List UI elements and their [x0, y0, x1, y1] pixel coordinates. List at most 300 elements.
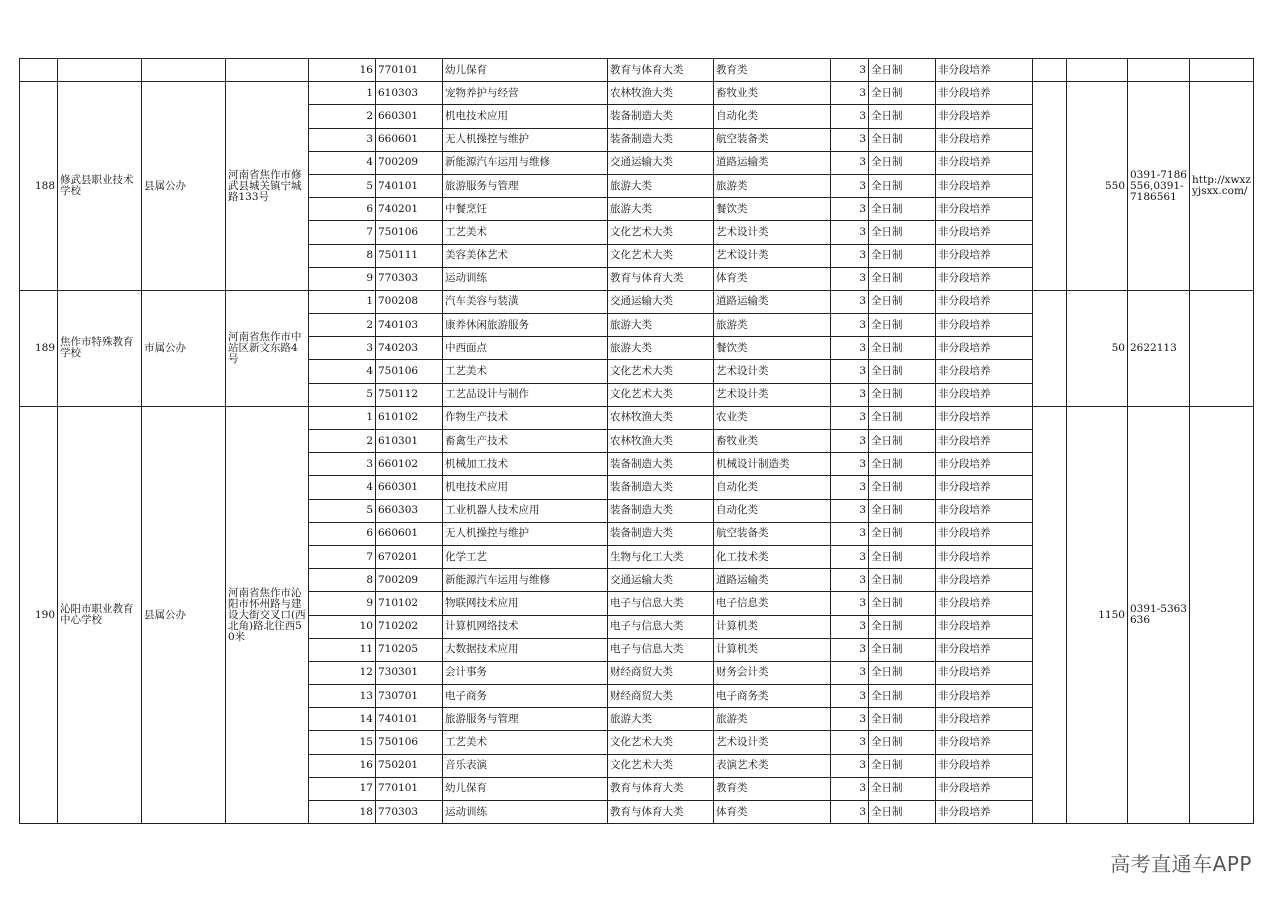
major-code: 740203 — [376, 337, 443, 360]
enrollment-count — [1067, 59, 1128, 82]
training-type: 非分段培养 — [936, 314, 1033, 337]
enrollment-count: 1150 — [1067, 406, 1128, 823]
major-subcategory: 餐饮类 — [714, 198, 831, 221]
major-subcategory: 自动化类 — [714, 476, 831, 499]
major-subcategory: 化工技术类 — [714, 545, 831, 568]
spacer-cell — [1033, 82, 1067, 291]
major-category: 生物与化工大类 — [608, 545, 714, 568]
training-type: 非分段培养 — [936, 59, 1033, 82]
school-address: 河南省焦作市沁阳市怀州路与建设大街交叉口(西北角)路北往西50米 — [226, 406, 309, 823]
major-name: 物联网技术应用 — [443, 592, 608, 615]
major-category: 财经商贸大类 — [608, 661, 714, 684]
major-code: 750111 — [376, 244, 443, 267]
study-mode: 全日制 — [869, 754, 936, 777]
major-seq: 12 — [309, 661, 376, 684]
major-seq: 17 — [309, 777, 376, 800]
major-seq: 18 — [309, 801, 376, 824]
school-id — [20, 59, 58, 82]
major-code: 740101 — [376, 174, 443, 197]
school-name: 焦作市特殊教育学校 — [58, 290, 142, 406]
major-subcategory: 教育类 — [714, 777, 831, 800]
major-seq: 5 — [309, 499, 376, 522]
school-name: 修武县职业技术学校 — [58, 82, 142, 291]
study-years: 3 — [831, 105, 869, 128]
major-code: 610102 — [376, 406, 443, 429]
school-type — [142, 59, 226, 82]
training-type: 非分段培养 — [936, 290, 1033, 313]
major-subcategory: 自动化类 — [714, 105, 831, 128]
contact-phone — [1128, 59, 1190, 82]
major-seq: 5 — [309, 383, 376, 406]
training-type: 非分段培养 — [936, 685, 1033, 708]
major-seq: 16 — [309, 59, 376, 82]
major-code: 670201 — [376, 545, 443, 568]
major-category: 装备制造大类 — [608, 105, 714, 128]
major-name: 计算机网络技术 — [443, 615, 608, 638]
study-mode: 全日制 — [869, 430, 936, 453]
training-type: 非分段培养 — [936, 198, 1033, 221]
school-address: 河南省焦作市中站区新文东路4号 — [226, 290, 309, 406]
study-mode: 全日制 — [869, 499, 936, 522]
school-name: 沁阳市职业教育中心学校 — [58, 406, 142, 823]
major-code: 710202 — [376, 615, 443, 638]
major-code: 710102 — [376, 592, 443, 615]
major-name: 机电技术应用 — [443, 476, 608, 499]
study-years: 3 — [831, 592, 869, 615]
major-seq: 1 — [309, 290, 376, 313]
major-subcategory: 餐饮类 — [714, 337, 831, 360]
study-mode: 全日制 — [869, 801, 936, 824]
major-name: 工业机器人技术应用 — [443, 499, 608, 522]
study-years: 3 — [831, 476, 869, 499]
major-seq: 4 — [309, 360, 376, 383]
major-subcategory: 计算机类 — [714, 638, 831, 661]
major-category: 装备制造大类 — [608, 522, 714, 545]
major-seq: 9 — [309, 592, 376, 615]
major-subcategory: 计算机类 — [714, 615, 831, 638]
study-years: 3 — [831, 453, 869, 476]
major-subcategory: 机械设计制造类 — [714, 453, 831, 476]
major-seq: 10 — [309, 615, 376, 638]
enrollment-count: 50 — [1067, 290, 1128, 406]
major-seq: 11 — [309, 638, 376, 661]
major-name: 音乐表演 — [443, 754, 608, 777]
study-years: 3 — [831, 406, 869, 429]
major-code: 770101 — [376, 777, 443, 800]
study-mode: 全日制 — [869, 569, 936, 592]
major-category: 电子与信息大类 — [608, 615, 714, 638]
major-category: 财经商贸大类 — [608, 685, 714, 708]
major-subcategory: 道路运输类 — [714, 151, 831, 174]
major-subcategory: 艺术设计类 — [714, 221, 831, 244]
study-years: 3 — [831, 569, 869, 592]
study-years: 3 — [831, 337, 869, 360]
training-type: 非分段培养 — [936, 522, 1033, 545]
school-id: 188 — [20, 82, 58, 291]
school-id: 189 — [20, 290, 58, 406]
study-years: 3 — [831, 198, 869, 221]
major-name: 机电技术应用 — [443, 105, 608, 128]
major-code: 750201 — [376, 754, 443, 777]
study-mode: 全日制 — [869, 267, 936, 290]
major-category: 装备制造大类 — [608, 476, 714, 499]
major-name: 工艺品设计与制作 — [443, 383, 608, 406]
major-category: 装备制造大类 — [608, 499, 714, 522]
major-category: 旅游大类 — [608, 708, 714, 731]
study-mode: 全日制 — [869, 337, 936, 360]
study-mode: 全日制 — [869, 685, 936, 708]
major-name: 化学工艺 — [443, 545, 608, 568]
major-category: 农林牧渔大类 — [608, 82, 714, 105]
major-category: 旅游大类 — [608, 314, 714, 337]
major-category: 电子与信息大类 — [608, 638, 714, 661]
major-subcategory: 表演艺术类 — [714, 754, 831, 777]
study-years: 3 — [831, 801, 869, 824]
major-category: 农林牧渔大类 — [608, 406, 714, 429]
study-mode: 全日制 — [869, 731, 936, 754]
school-address: 河南省焦作市修武县城关镇宁城路133号 — [226, 82, 309, 291]
major-code: 770303 — [376, 801, 443, 824]
major-subcategory: 航空装备类 — [714, 522, 831, 545]
school-website: http://xwxzyjsxx.com/ — [1190, 82, 1254, 291]
major-name: 机械加工技术 — [443, 453, 608, 476]
major-category: 文化艺术大类 — [608, 731, 714, 754]
study-years: 3 — [831, 267, 869, 290]
school-type: 市属公办 — [142, 290, 226, 406]
major-code: 700209 — [376, 569, 443, 592]
table-row — [20, 290, 1254, 313]
study-mode: 全日制 — [869, 638, 936, 661]
major-subcategory: 电子商务类 — [714, 685, 831, 708]
major-subcategory: 艺术设计类 — [714, 360, 831, 383]
table-row — [20, 59, 1254, 82]
study-years: 3 — [831, 777, 869, 800]
training-type: 非分段培养 — [936, 545, 1033, 568]
training-type: 非分段培养 — [936, 569, 1033, 592]
study-years: 3 — [831, 638, 869, 661]
study-mode: 全日制 — [869, 221, 936, 244]
major-category: 电子与信息大类 — [608, 592, 714, 615]
major-code: 660301 — [376, 105, 443, 128]
training-type: 非分段培养 — [936, 244, 1033, 267]
major-subcategory: 自动化类 — [714, 499, 831, 522]
training-type: 非分段培养 — [936, 360, 1033, 383]
major-code: 700208 — [376, 290, 443, 313]
school-type: 县属公办 — [142, 406, 226, 823]
major-code: 730301 — [376, 661, 443, 684]
major-subcategory: 体育类 — [714, 267, 831, 290]
study-mode: 全日制 — [869, 545, 936, 568]
major-seq: 6 — [309, 198, 376, 221]
school-website — [1190, 59, 1254, 82]
major-seq: 2 — [309, 314, 376, 337]
major-name: 幼儿保育 — [443, 59, 608, 82]
enrollment-table — [19, 58, 1254, 824]
study-years: 3 — [831, 708, 869, 731]
school-id: 190 — [20, 406, 58, 823]
major-subcategory: 旅游类 — [714, 708, 831, 731]
study-mode: 全日制 — [869, 615, 936, 638]
study-mode: 全日制 — [869, 59, 936, 82]
major-seq: 6 — [309, 522, 376, 545]
training-type: 非分段培养 — [936, 337, 1033, 360]
major-subcategory: 农业类 — [714, 406, 831, 429]
training-type: 非分段培养 — [936, 406, 1033, 429]
training-type: 非分段培养 — [936, 267, 1033, 290]
major-subcategory: 旅游类 — [714, 314, 831, 337]
major-category: 装备制造大类 — [608, 128, 714, 151]
study-mode: 全日制 — [869, 290, 936, 313]
major-subcategory: 艺术设计类 — [714, 244, 831, 267]
major-category: 文化艺术大类 — [608, 383, 714, 406]
major-category: 教育与体育大类 — [608, 801, 714, 824]
major-seq: 4 — [309, 476, 376, 499]
major-name: 无人机操控与维护 — [443, 522, 608, 545]
training-type: 非分段培养 — [936, 151, 1033, 174]
major-name: 运动训练 — [443, 267, 608, 290]
school-website — [1190, 290, 1254, 406]
major-name: 工艺美术 — [443, 360, 608, 383]
study-years: 3 — [831, 82, 869, 105]
training-type: 非分段培养 — [936, 82, 1033, 105]
study-years: 3 — [831, 685, 869, 708]
study-mode: 全日制 — [869, 314, 936, 337]
major-code: 740201 — [376, 198, 443, 221]
school-website — [1190, 406, 1254, 823]
study-years: 3 — [831, 545, 869, 568]
major-category: 旅游大类 — [608, 198, 714, 221]
major-code: 660102 — [376, 453, 443, 476]
training-type: 非分段培养 — [936, 708, 1033, 731]
major-seq: 5 — [309, 174, 376, 197]
study-mode: 全日制 — [869, 453, 936, 476]
major-category: 教育与体育大类 — [608, 59, 714, 82]
table-body — [20, 59, 1254, 824]
training-type: 非分段培养 — [936, 476, 1033, 499]
major-category: 教育与体育大类 — [608, 267, 714, 290]
major-code: 770101 — [376, 59, 443, 82]
major-name: 作物生产技术 — [443, 406, 608, 429]
major-seq: 1 — [309, 82, 376, 105]
table-row — [20, 82, 1254, 105]
training-type: 非分段培养 — [936, 638, 1033, 661]
study-mode: 全日制 — [869, 151, 936, 174]
major-name: 会计事务 — [443, 661, 608, 684]
study-mode: 全日制 — [869, 244, 936, 267]
training-type: 非分段培养 — [936, 731, 1033, 754]
study-years: 3 — [831, 383, 869, 406]
enrollment-count: 550 — [1067, 82, 1128, 291]
study-years: 3 — [831, 754, 869, 777]
study-mode: 全日制 — [869, 383, 936, 406]
major-code: 610303 — [376, 82, 443, 105]
study-years: 3 — [831, 499, 869, 522]
major-seq: 8 — [309, 244, 376, 267]
training-type: 非分段培养 — [936, 174, 1033, 197]
major-category: 教育与体育大类 — [608, 777, 714, 800]
major-code: 750106 — [376, 360, 443, 383]
major-subcategory: 教育类 — [714, 59, 831, 82]
school-type: 县属公办 — [142, 82, 226, 291]
contact-phone: 2622113 — [1128, 290, 1190, 406]
study-mode: 全日制 — [869, 105, 936, 128]
study-years: 3 — [831, 522, 869, 545]
major-seq: 1 — [309, 406, 376, 429]
study-years: 3 — [831, 174, 869, 197]
major-category: 交通运输大类 — [608, 151, 714, 174]
training-type: 非分段培养 — [936, 801, 1033, 824]
major-subcategory: 电子信息类 — [714, 592, 831, 615]
major-name: 畜禽生产技术 — [443, 430, 608, 453]
major-code: 660303 — [376, 499, 443, 522]
major-name: 宠物养护与经营 — [443, 82, 608, 105]
spacer-cell — [1033, 406, 1067, 823]
major-name: 旅游服务与管理 — [443, 708, 608, 731]
major-category: 交通运输大类 — [608, 290, 714, 313]
major-seq: 13 — [309, 685, 376, 708]
training-type: 非分段培养 — [936, 383, 1033, 406]
major-name: 幼儿保育 — [443, 777, 608, 800]
major-name: 美容美体艺术 — [443, 244, 608, 267]
major-code: 750112 — [376, 383, 443, 406]
major-code: 740101 — [376, 708, 443, 731]
major-seq: 15 — [309, 731, 376, 754]
study-mode: 全日制 — [869, 128, 936, 151]
major-name: 大数据技术应用 — [443, 638, 608, 661]
school-address — [226, 59, 309, 82]
major-seq: 14 — [309, 708, 376, 731]
study-years: 3 — [831, 731, 869, 754]
major-category: 文化艺术大类 — [608, 221, 714, 244]
major-subcategory: 艺术设计类 — [714, 731, 831, 754]
major-category: 旅游大类 — [608, 174, 714, 197]
contact-phone: 0391-5363636 — [1128, 406, 1190, 823]
major-seq: 3 — [309, 337, 376, 360]
study-years: 3 — [831, 615, 869, 638]
study-years: 3 — [831, 430, 869, 453]
major-seq: 3 — [309, 453, 376, 476]
major-category: 装备制造大类 — [608, 453, 714, 476]
major-category: 交通运输大类 — [608, 569, 714, 592]
major-name: 运动训练 — [443, 801, 608, 824]
spacer-cell — [1033, 59, 1067, 82]
study-years: 3 — [831, 314, 869, 337]
major-subcategory: 畜牧业类 — [714, 430, 831, 453]
major-category: 文化艺术大类 — [608, 754, 714, 777]
study-mode: 全日制 — [869, 406, 936, 429]
study-mode: 全日制 — [869, 198, 936, 221]
study-mode: 全日制 — [869, 661, 936, 684]
study-years: 3 — [831, 59, 869, 82]
study-mode: 全日制 — [869, 174, 936, 197]
major-seq: 4 — [309, 151, 376, 174]
contact-phone: 0391-7186556,0391-7186561 — [1128, 82, 1190, 291]
major-name: 电子商务 — [443, 685, 608, 708]
major-code: 730701 — [376, 685, 443, 708]
major-seq: 8 — [309, 569, 376, 592]
major-subcategory: 财务会计类 — [714, 661, 831, 684]
major-code: 700209 — [376, 151, 443, 174]
training-type: 非分段培养 — [936, 661, 1033, 684]
major-name: 旅游服务与管理 — [443, 174, 608, 197]
major-code: 750106 — [376, 731, 443, 754]
training-type: 非分段培养 — [936, 615, 1033, 638]
major-name: 工艺美术 — [443, 221, 608, 244]
major-seq: 16 — [309, 754, 376, 777]
major-subcategory: 畜牧业类 — [714, 82, 831, 105]
major-code: 660601 — [376, 522, 443, 545]
study-mode: 全日制 — [869, 522, 936, 545]
training-type: 非分段培养 — [936, 754, 1033, 777]
training-type: 非分段培养 — [936, 430, 1033, 453]
major-subcategory: 艺术设计类 — [714, 383, 831, 406]
study-mode: 全日制 — [869, 360, 936, 383]
major-name: 工艺美术 — [443, 731, 608, 754]
major-code: 750106 — [376, 221, 443, 244]
major-name: 汽车美容与装潢 — [443, 290, 608, 313]
study-mode: 全日制 — [869, 708, 936, 731]
major-seq: 7 — [309, 221, 376, 244]
study-years: 3 — [831, 151, 869, 174]
spacer-cell — [1033, 290, 1067, 406]
study-years: 3 — [831, 360, 869, 383]
training-type: 非分段培养 — [936, 105, 1033, 128]
training-type: 非分段培养 — [936, 453, 1033, 476]
major-code: 660601 — [376, 128, 443, 151]
training-type: 非分段培养 — [936, 499, 1033, 522]
major-category: 农林牧渔大类 — [608, 430, 714, 453]
major-code: 770303 — [376, 267, 443, 290]
training-type: 非分段培养 — [936, 128, 1033, 151]
major-seq: 2 — [309, 430, 376, 453]
study-years: 3 — [831, 661, 869, 684]
major-subcategory: 道路运输类 — [714, 569, 831, 592]
study-mode: 全日制 — [869, 82, 936, 105]
major-category: 文化艺术大类 — [608, 244, 714, 267]
major-name: 康养休闲旅游服务 — [443, 314, 608, 337]
major-name: 新能源汽车运用与维修 — [443, 151, 608, 174]
table-row — [20, 406, 1254, 429]
major-name: 中餐烹饪 — [443, 198, 608, 221]
major-seq: 2 — [309, 105, 376, 128]
major-category: 文化艺术大类 — [608, 360, 714, 383]
study-mode: 全日制 — [869, 476, 936, 499]
major-seq: 9 — [309, 267, 376, 290]
study-mode: 全日制 — [869, 592, 936, 615]
study-years: 3 — [831, 221, 869, 244]
major-subcategory: 旅游类 — [714, 174, 831, 197]
major-code: 710205 — [376, 638, 443, 661]
watermark: 高考直通车APP — [1110, 852, 1252, 876]
training-type: 非分段培养 — [936, 221, 1033, 244]
major-code: 740103 — [376, 314, 443, 337]
major-name: 中西面点 — [443, 337, 608, 360]
major-code: 660301 — [376, 476, 443, 499]
major-seq: 3 — [309, 128, 376, 151]
training-type: 非分段培养 — [936, 592, 1033, 615]
study-years: 3 — [831, 128, 869, 151]
study-mode: 全日制 — [869, 777, 936, 800]
major-name: 无人机操控与维护 — [443, 128, 608, 151]
study-years: 3 — [831, 244, 869, 267]
major-subcategory: 道路运输类 — [714, 290, 831, 313]
major-seq: 7 — [309, 545, 376, 568]
major-subcategory: 体育类 — [714, 801, 831, 824]
major-name: 新能源汽车运用与维修 — [443, 569, 608, 592]
school-name — [58, 59, 142, 82]
major-code: 610301 — [376, 430, 443, 453]
study-years: 3 — [831, 290, 869, 313]
